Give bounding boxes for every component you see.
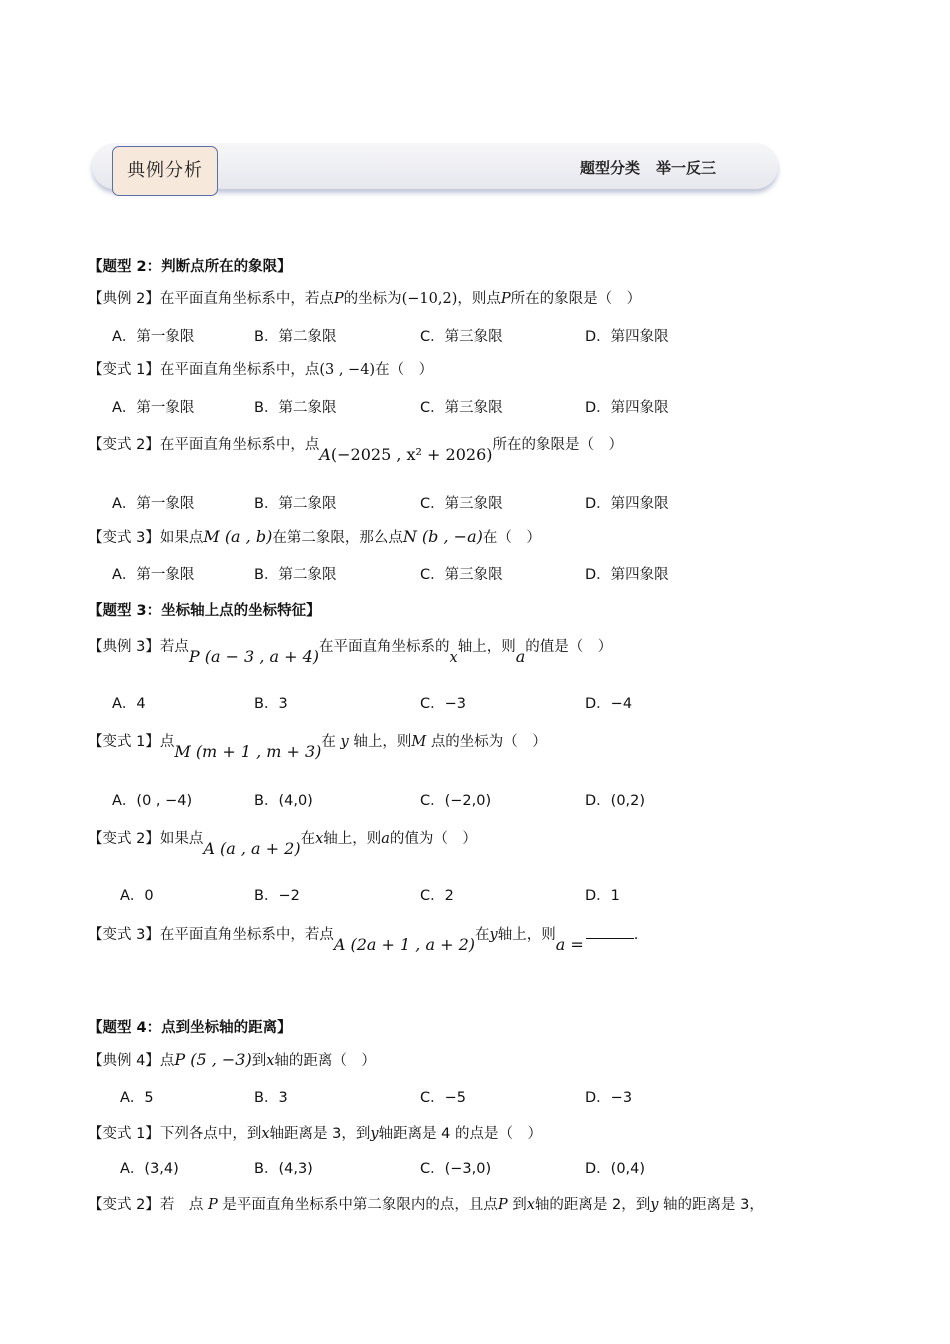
t3-ex-option-c: C．−3: [420, 696, 466, 712]
t2-v2-option-d: D．第四象限: [585, 496, 669, 512]
t4-v1-option-d: D．(0,4): [585, 1161, 646, 1177]
t2-v3-option-d: D．第四象限: [585, 567, 669, 583]
answer-blank[interactable]: [586, 938, 634, 939]
t4-ex-option-b: B．3: [254, 1090, 288, 1106]
t3-variant-3: 【变式 3】在平面直角坐标系中，若点A (2a + 1 , a + 2)在y轴上，则a = .: [88, 927, 639, 954]
t2-v3-option-c: C．第三象限: [420, 567, 503, 583]
t3-ex-option-a: A．4: [112, 696, 146, 712]
section-badge: 典例分析: [112, 146, 218, 196]
t2-v1-option-c: C．第三象限: [420, 400, 503, 416]
t2-v3-option-b: B．第二象限: [254, 567, 337, 583]
t3-ex-option-d: D．−4: [585, 696, 633, 712]
topic-2-title: 【题型 2：判断点所在的象限】: [88, 259, 292, 275]
t2-variant-3: 【变式 3】如果点M (a , b)在第二象限，那么点N (b , −a)在（ ）: [88, 527, 541, 546]
t2-variant-2: 【变式 2】在平面直角坐标系中，点A(−2025 , x² + 2026)所在的象限是（ ）: [88, 437, 624, 464]
t4-v1-option-a: A．(3,4): [120, 1161, 179, 1177]
t3-v1-option-a: A．(0 , −4): [112, 793, 193, 809]
banner-subtitle: [580, 157, 732, 178]
t3-v2-option-c: C．2: [420, 888, 454, 904]
topic-3-title: 【题型 3：坐标轴上点的坐标特征】: [88, 603, 321, 619]
banner-subtitle-1: 题型分类: [580, 159, 641, 177]
topic-4-title: 【题型 4：点到坐标轴的距离】: [88, 1020, 292, 1036]
t4-variant-2: 【变式 2】若 点 P 是平面直角坐标系中第二象限内的点，且点P 到x轴的距离是 2，到y 轴的距离是 3，: [88, 1197, 764, 1213]
t2-v2-option-b: B．第二象限: [254, 496, 337, 512]
t3-example: 【典例 3】若点P (a − 3 , a + 4)在平面直角坐标系的x轴上，则a的值是（ ）: [88, 639, 613, 666]
t4-v1-option-b: B．(4,3): [254, 1161, 313, 1177]
t3-v2-option-d: D．1: [585, 888, 620, 904]
banner-subtitle-2: 举一反三: [656, 159, 717, 177]
t2-v2-option-c: C．第三象限: [420, 496, 503, 512]
t3-ex-option-b: B．3: [254, 696, 288, 712]
t2-ex-option-d: D．第四象限: [585, 329, 669, 345]
t4-ex-option-c: C．−5: [420, 1090, 466, 1106]
t3-v2-option-a: A．0: [120, 888, 154, 904]
t3-v1-option-d: D．(0,2): [585, 793, 646, 809]
t4-variant-1: 【变式 1】下列各点中，到x轴距离是 3，到y轴距离是 4 的点是（ ）: [88, 1126, 543, 1142]
t2-variant-1: 【变式 1】在平面直角坐标系中，点(3 , −4)在（ ）: [88, 362, 434, 378]
t2-ex-option-a: A．第一象限: [112, 329, 195, 345]
t4-ex-option-d: D．−3: [585, 1090, 633, 1106]
t3-variant-2: 【变式 2】如果点A (a , a + 2)在x轴上，则a的值为（ ）: [88, 831, 477, 858]
t2-v1-option-b: B．第二象限: [254, 400, 337, 416]
t2-v3-option-a: A．第一象限: [112, 567, 195, 583]
t4-example: 【典例 4】点P (5 , −3)到x轴的距离（ ）: [88, 1050, 376, 1069]
t2-ex-option-b: B．第二象限: [254, 329, 337, 345]
t3-v1-option-c: C．(−2,0): [420, 793, 492, 809]
t3-v1-option-b: B．(4,0): [254, 793, 313, 809]
t4-ex-option-a: A．5: [120, 1090, 154, 1106]
t2-v1-option-d: D．第四象限: [585, 400, 669, 416]
t2-example: 【典例 2】在平面直角坐标系中，若点P的坐标为(−10,2)，则点P所在的象限是（ ）: [88, 291, 642, 307]
t4-v1-option-c: C．(−3,0): [420, 1161, 492, 1177]
t3-variant-1: 【变式 1】点M (m + 1 , m + 3)在 y 轴上，则M 点的坐标为（ ）: [88, 734, 547, 761]
t2-ex-option-c: C．第三象限: [420, 329, 503, 345]
t2-v2-option-a: A．第一象限: [112, 496, 195, 512]
t2-v1-option-a: A．第一象限: [112, 400, 195, 416]
t3-v2-option-b: B．−2: [254, 888, 300, 904]
